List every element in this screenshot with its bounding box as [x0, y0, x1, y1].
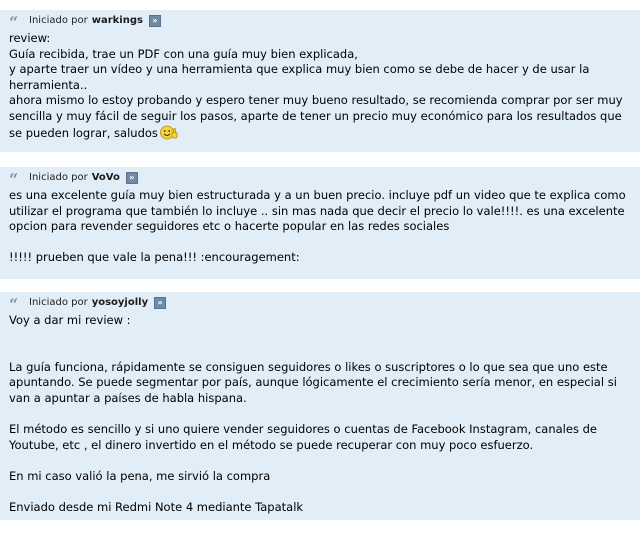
post-paragraph: !!!!! prueben que vale la pena!!! :encouragement:	[9, 250, 300, 265]
post-paragraph: es una excelente guía muy bien estructurada y a un buen precio. incluye pdf un video que te explica como utilizar el programa que también lo incluye .. sin mas nada que decir el precio lo vale!!!!. es una excelente opcion para revender seguidores etc o hacerte popular en las redes sociales	[9, 188, 626, 234]
post-header	[9, 292, 636, 312]
post-body	[9, 188, 636, 266]
quote-icon: “	[9, 170, 19, 189]
post-line: review:	[9, 31, 51, 45]
started-by-label: Iniciado por	[29, 171, 88, 183]
goto-post-icon[interactable]: »	[126, 172, 138, 184]
post-paragraph: El método es sencillo y si uno quiere vender seguidores o cuentas de Facebook Instagram, canales de Youtube, etc , el dinero invertido en el método se puede recuperar con muy poco esfuerzo.	[9, 422, 597, 452]
smiley-thumbs-up-icon	[160, 125, 178, 140]
post-line: Guía recibida, trae un PDF con una guía muy bien explicada,	[9, 46, 358, 61]
post-line: y aparte traer un vídeo y una herramienta que explica muy bien como se debe de hacer y de usar la herramienta..	[9, 62, 590, 92]
started-by-label: Iniciado por	[29, 14, 88, 26]
author-name[interactable]: VoVo	[91, 171, 120, 183]
quote-icon: “	[9, 13, 19, 32]
post-paragraph: Enviado desde mi Redmi Note 4 mediante Tapatalk	[9, 500, 304, 515]
post-paragraph: La guía funciona, rápidamente se consiguen seguidores o likes o suscriptores o lo que sea que uno este apuntando. Se puede segmentar por país, aunque lógicamente el crecimiento sería menor, en especial si van a apuntar a países de habla hispana.	[9, 359, 617, 405]
post-header	[9, 167, 636, 187]
post-vovo	[0, 167, 640, 279]
post-paragraph: En mi caso valió la pena, me sirvió la compra	[9, 468, 271, 483]
post-warkings	[0, 10, 640, 152]
goto-post-icon[interactable]: »	[149, 15, 161, 27]
post-yosoyjolly	[0, 292, 640, 520]
started-by-label: Iniciado por	[29, 296, 88, 308]
post-paragraph: Voy a dar mi review :	[9, 313, 131, 327]
post-header	[9, 10, 636, 30]
post-body	[9, 31, 636, 141]
author-name[interactable]: yosoyjolly	[91, 296, 149, 308]
post-line-text: ahora mismo lo estoy probando y espero tener muy bueno resultado, se recomienda comprar por ser muy sencilla y muy fácil de seguir los pasos, aparte de tener un precio muy económico para los resultados que se pueden lograr, saludos	[9, 93, 623, 140]
post-body	[9, 313, 636, 516]
quote-icon: “	[9, 295, 19, 314]
goto-post-icon[interactable]: »	[154, 297, 166, 309]
author-name[interactable]: warkings	[91, 14, 143, 26]
post-line	[9, 93, 636, 141]
